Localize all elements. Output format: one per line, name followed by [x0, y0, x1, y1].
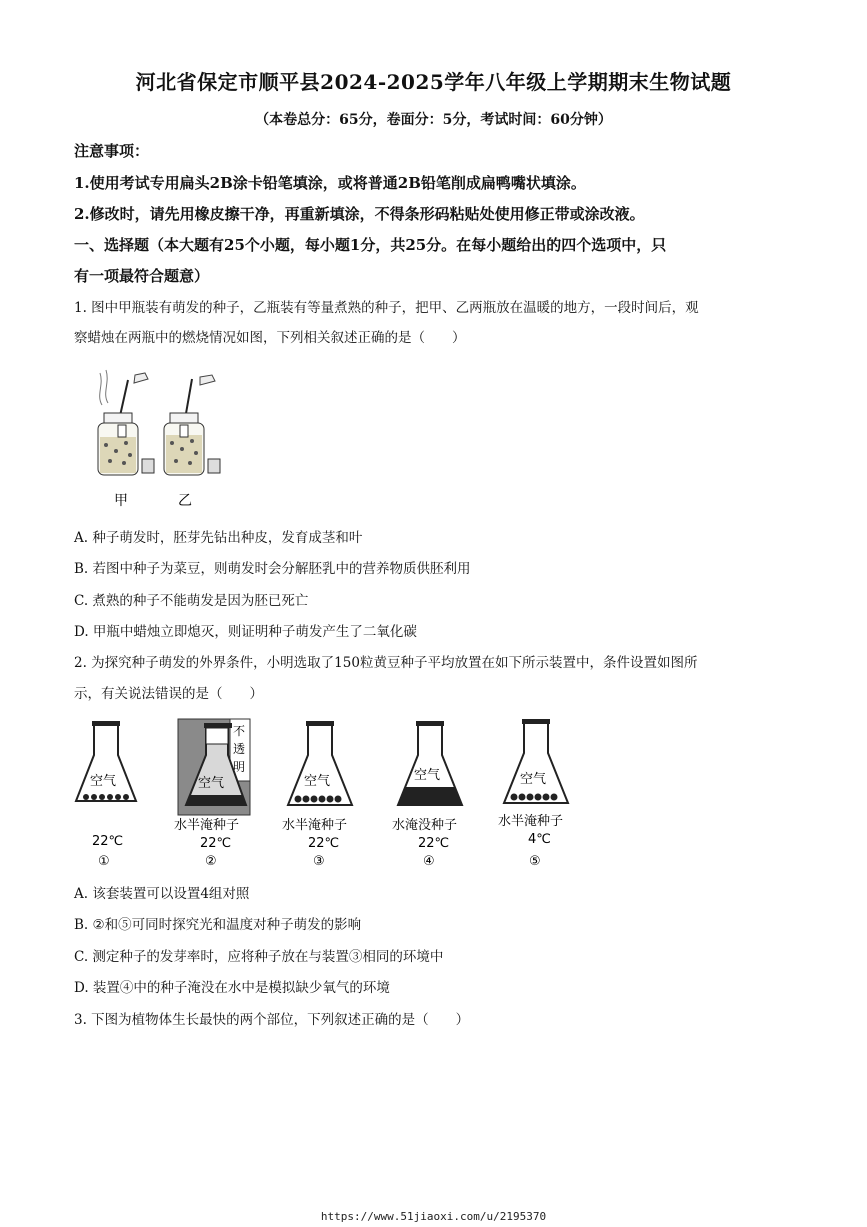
bottle-jia-icon — [98, 370, 154, 475]
svg-text:水半淹种子: 水半淹种子 — [498, 814, 564, 829]
q1-option-a: A. 种子萌发时，胚芽先钻出种皮，发育成茎和叶 — [74, 530, 363, 546]
svg-text:空气: 空气 — [90, 774, 117, 789]
q1-option-c: C. 煮熟的种子不能萌发是因为胚已死亡 — [74, 593, 309, 609]
flask-3-icon — [282, 721, 352, 869]
q2-stem-line2: 示，有关说法错误的是（ ） — [74, 686, 263, 702]
section-heading-line1: 一、选择题（本大题有25个小题，每小题1分，共25分。在每小题给出的四个选项中，只 — [74, 236, 667, 254]
svg-text:透: 透 — [233, 742, 246, 756]
svg-text:空气: 空气 — [304, 774, 331, 789]
page-subtitle: （本卷总分：65分，卷面分：5分，考试时间：60分钟） — [255, 112, 612, 128]
svg-text:22℃: 22℃ — [92, 834, 124, 849]
svg-text:22℃: 22℃ — [418, 836, 450, 851]
flask-4-icon — [392, 721, 462, 869]
note-item-2: 2.修改时，请先用橡皮擦干净，再重新填涂，不得条形码粘贴处使用修正带或涂改液。 — [74, 205, 645, 223]
footer-url[interactable]: https://www.51jiaoxi.com/u/2195370 — [320, 1210, 547, 1223]
q2-option-d: D. 装置④中的种子淹没在水中是模拟缺少氧气的环境 — [74, 980, 390, 996]
bottle-yi-icon — [164, 375, 220, 475]
svg-text:4℃: 4℃ — [528, 832, 551, 847]
note-item-1: 1.使用考试专用扁头2B涂卡铅笔填涂，或将普通2B铅笔削成扁鸭嘴状填涂。 — [74, 174, 586, 192]
q3-stem: 3. 下图为植物体生长最快的两个部位，下列叙述正确的是（ ） — [74, 1012, 470, 1028]
svg-text:①: ① — [98, 854, 110, 869]
svg-text:明: 明 — [233, 760, 246, 774]
svg-text:②: ② — [205, 854, 217, 869]
label-jia: 甲 — [114, 493, 128, 509]
q2-option-c: C. 测定种子的发芽率时，应将种子放在与装置③相同的环境中 — [74, 949, 444, 965]
svg-text:水淹没种子: 水淹没种子 — [392, 818, 458, 833]
svg-text:不: 不 — [233, 724, 246, 738]
svg-text:空气: 空气 — [414, 768, 441, 783]
flask-5-icon — [498, 719, 568, 869]
notes-heading: 注意事项： — [74, 142, 150, 160]
q2-option-b: B. ②和⑤可同时探究光和温度对种子萌发的影响 — [74, 917, 362, 933]
flask-1-icon — [76, 721, 136, 869]
section-heading-line2: 有一项最符合题意） — [74, 267, 210, 285]
flask-2-icon — [174, 719, 250, 869]
svg-text:③: ③ — [313, 854, 325, 869]
q1-option-b: B. 若图中种子为菜豆，则萌发时会分解胚乳中的营养物质供胚利用 — [74, 561, 471, 577]
q2-stem-line1: 2. 为探究种子萌发的外界条件，小明选取了150粒黄豆种子平均放置在如下所示装置中，条件设置如图所 — [74, 655, 698, 671]
q2-option-a: A. 该套装置可以设置4组对照 — [74, 886, 250, 902]
svg-text:22℃: 22℃ — [200, 836, 232, 851]
label-yi: 乙 — [178, 493, 192, 509]
svg-text:水半淹种子: 水半淹种子 — [282, 818, 348, 833]
q1-bottle-figure — [90, 365, 230, 515]
svg-text:空气: 空气 — [520, 772, 547, 787]
svg-text:22℃: 22℃ — [308, 836, 340, 851]
svg-text:⑤: ⑤ — [529, 854, 541, 869]
page-title: 河北省保定市顺平县2024-2025学年八年级上学期期末生物试题 — [135, 70, 732, 94]
q1-option-d: D. 甲瓶中蜡烛立即熄灭，则证明种子萌发产生了二氧化碳 — [74, 624, 417, 640]
q1-stem-line1: 1. 图中甲瓶装有萌发的种子，乙瓶装有等量煮熟的种子，把甲、乙两瓶放在温暖的地方，一段时间后，观 — [74, 300, 699, 316]
svg-text:水半淹种子: 水半淹种子 — [174, 818, 240, 833]
svg-text:④: ④ — [423, 854, 435, 869]
q1-stem-line2: 察蜡烛在两瓶中的燃烧情况如图，下列相关叙述正确的是（ ） — [74, 330, 466, 346]
svg-text:空气: 空气 — [198, 776, 225, 791]
q2-flask-figure — [70, 715, 590, 875]
